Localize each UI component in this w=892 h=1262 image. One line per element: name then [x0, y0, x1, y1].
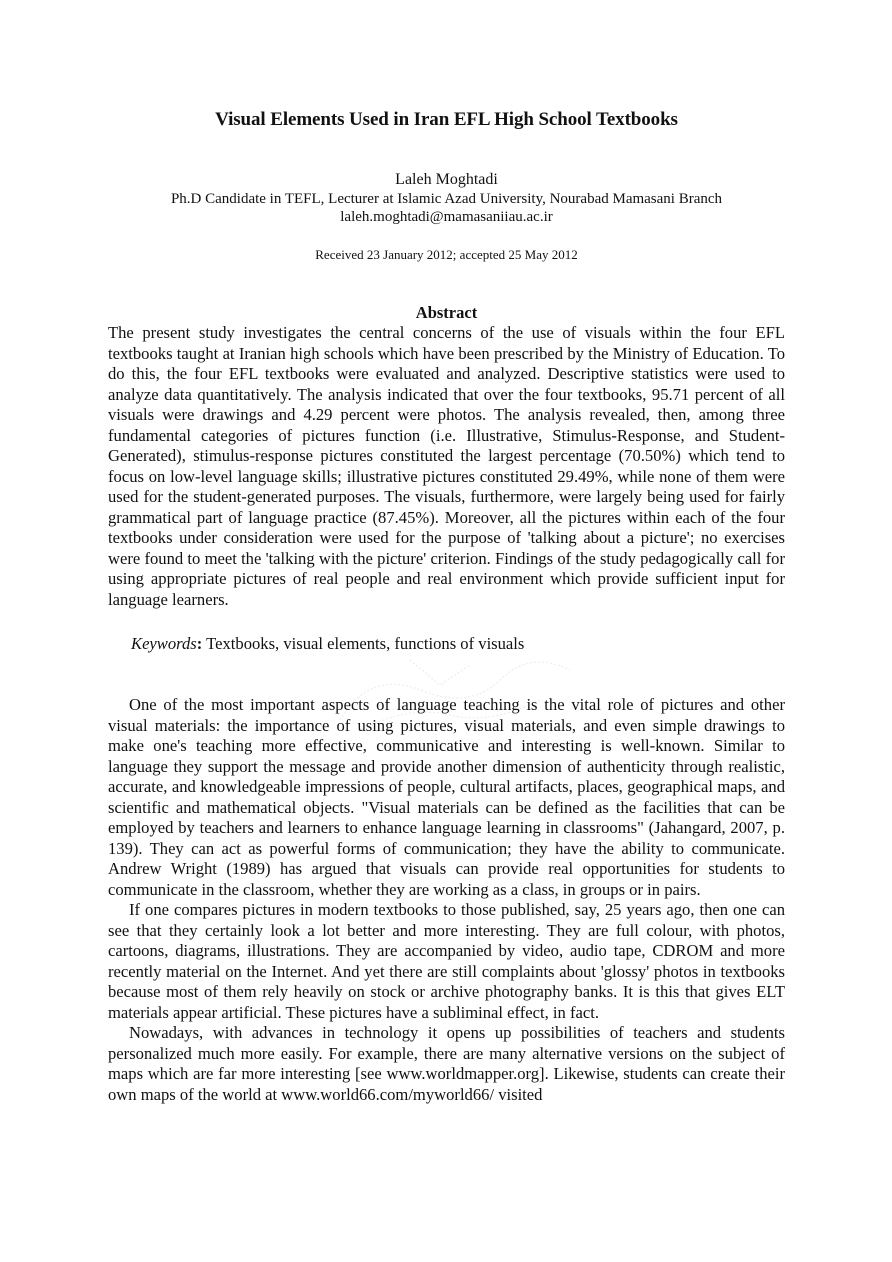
author-email: laleh.moghtadi@mamasaniiau.ac.ir: [340, 209, 553, 225]
body-paragraph: One of the most important aspects of language teaching is the vital role of pictures and other visual materials: the importance of using pictures, visual materials, and even simple drawings to make one's teaching more effective, communicative and interesting is well-known. Similar to language they support the message and provide another dimension of authenticity through realistic, accurate, and knowledgeable impressions of people, cultural artifacts, places, geographical maps, and scientific and mathematical objects. "Visual materials can be defined as the facilities that can be employed by teachers and learners to enhance language learning in classrooms" (Jahangard, 2007, p. 139). They can act as powerful forms of communication; they have the ability to communicate. Andrew Wright (1989) has argued that visuals can provide real opportunities for students to communicate in the classroom, whether they are working as a class, in groups or in pairs.: [108, 695, 785, 899]
received-dates: Received 23 January 2012; accepted 25 May 2012: [315, 247, 578, 262]
body-paragraph: If one compares pictures in modern textbooks to those published, say, 25 years ago, then one can see that they certainly look a lot better and more interesting. They are full colour, with photos, cartoons, diagrams, illustrations. They are accompanied by video, audio tape, CDROM and more recently material on the Internet. And yet there are still complaints about 'glossy' photos in textbooks because most of them rely heavily on stock or archive photography banks. It is this that gives ELT materials appear artificial. These pictures have a subliminal effect, in fact.: [108, 900, 785, 1022]
keywords-text: Textbooks, visual elements, functions of visuals: [202, 634, 525, 653]
author-name: Laleh Moghtadi: [395, 171, 498, 188]
author-affiliation: Ph.D Candidate in TEFL, Lecturer at Islamic Azad University, Nourabad Mamasani Branch: [170, 190, 723, 207]
paper-title: Visual Elements Used in Iran EFL High School Textbooks: [215, 109, 678, 130]
keywords-separator: :: [196, 634, 203, 653]
author-block: [88, 171, 805, 227]
abstract-text: The present study investigates the central concerns of the use of visuals within the four EFL textbooks taught at Iranian high schools which have been prescribed by the Ministry of Education. To do this, the four EFL textbooks were evaluated and analyzed. Descriptive statistics were used to analyze data quantitatively. The analysis indicated that over the four textbooks, 95.71 percent of all visuals were drawings and 4.29 percent were photos. The analysis revealed, then, among three fundamental categories of pictures function (i.e. Illustrative, Stimulus-Response, and Student-Generated), stimulus-response pictures constituted the largest percentage (70.50%) which tend to focus on low-level language skills; illustrative pictures constituted 29.49%, while none of them were used for the student-generated purposes. The visuals, furthermore, were largely being used for fairly grammatical part of language practice (87.45%). Moreover, all the pictures within each of the four textbooks under consideration were used for the purpose of 'talking about a picture'; no exercises were found to meet the 'talking with the picture' criterion. Findings of the study pedagogically call for using appropriate pictures of real people and real environment which provide sufficient input for language learners.: [108, 323, 785, 609]
abstract-heading: Abstract: [415, 303, 478, 322]
keywords-line: [108, 634, 785, 655]
body-text: [108, 695, 785, 1105]
keywords-label: Keywords: [131, 634, 197, 653]
body-paragraph: Nowadays, with advances in technology it opens up possibilities of teachers and students personalized much more easily. For example, there are many alternative versions on the subject of maps which are far more interesting [see www.worldmapper.org]. Likewise, students can create their own maps of the world at www.world66.com/myworld66/ visited: [108, 1023, 785, 1104]
